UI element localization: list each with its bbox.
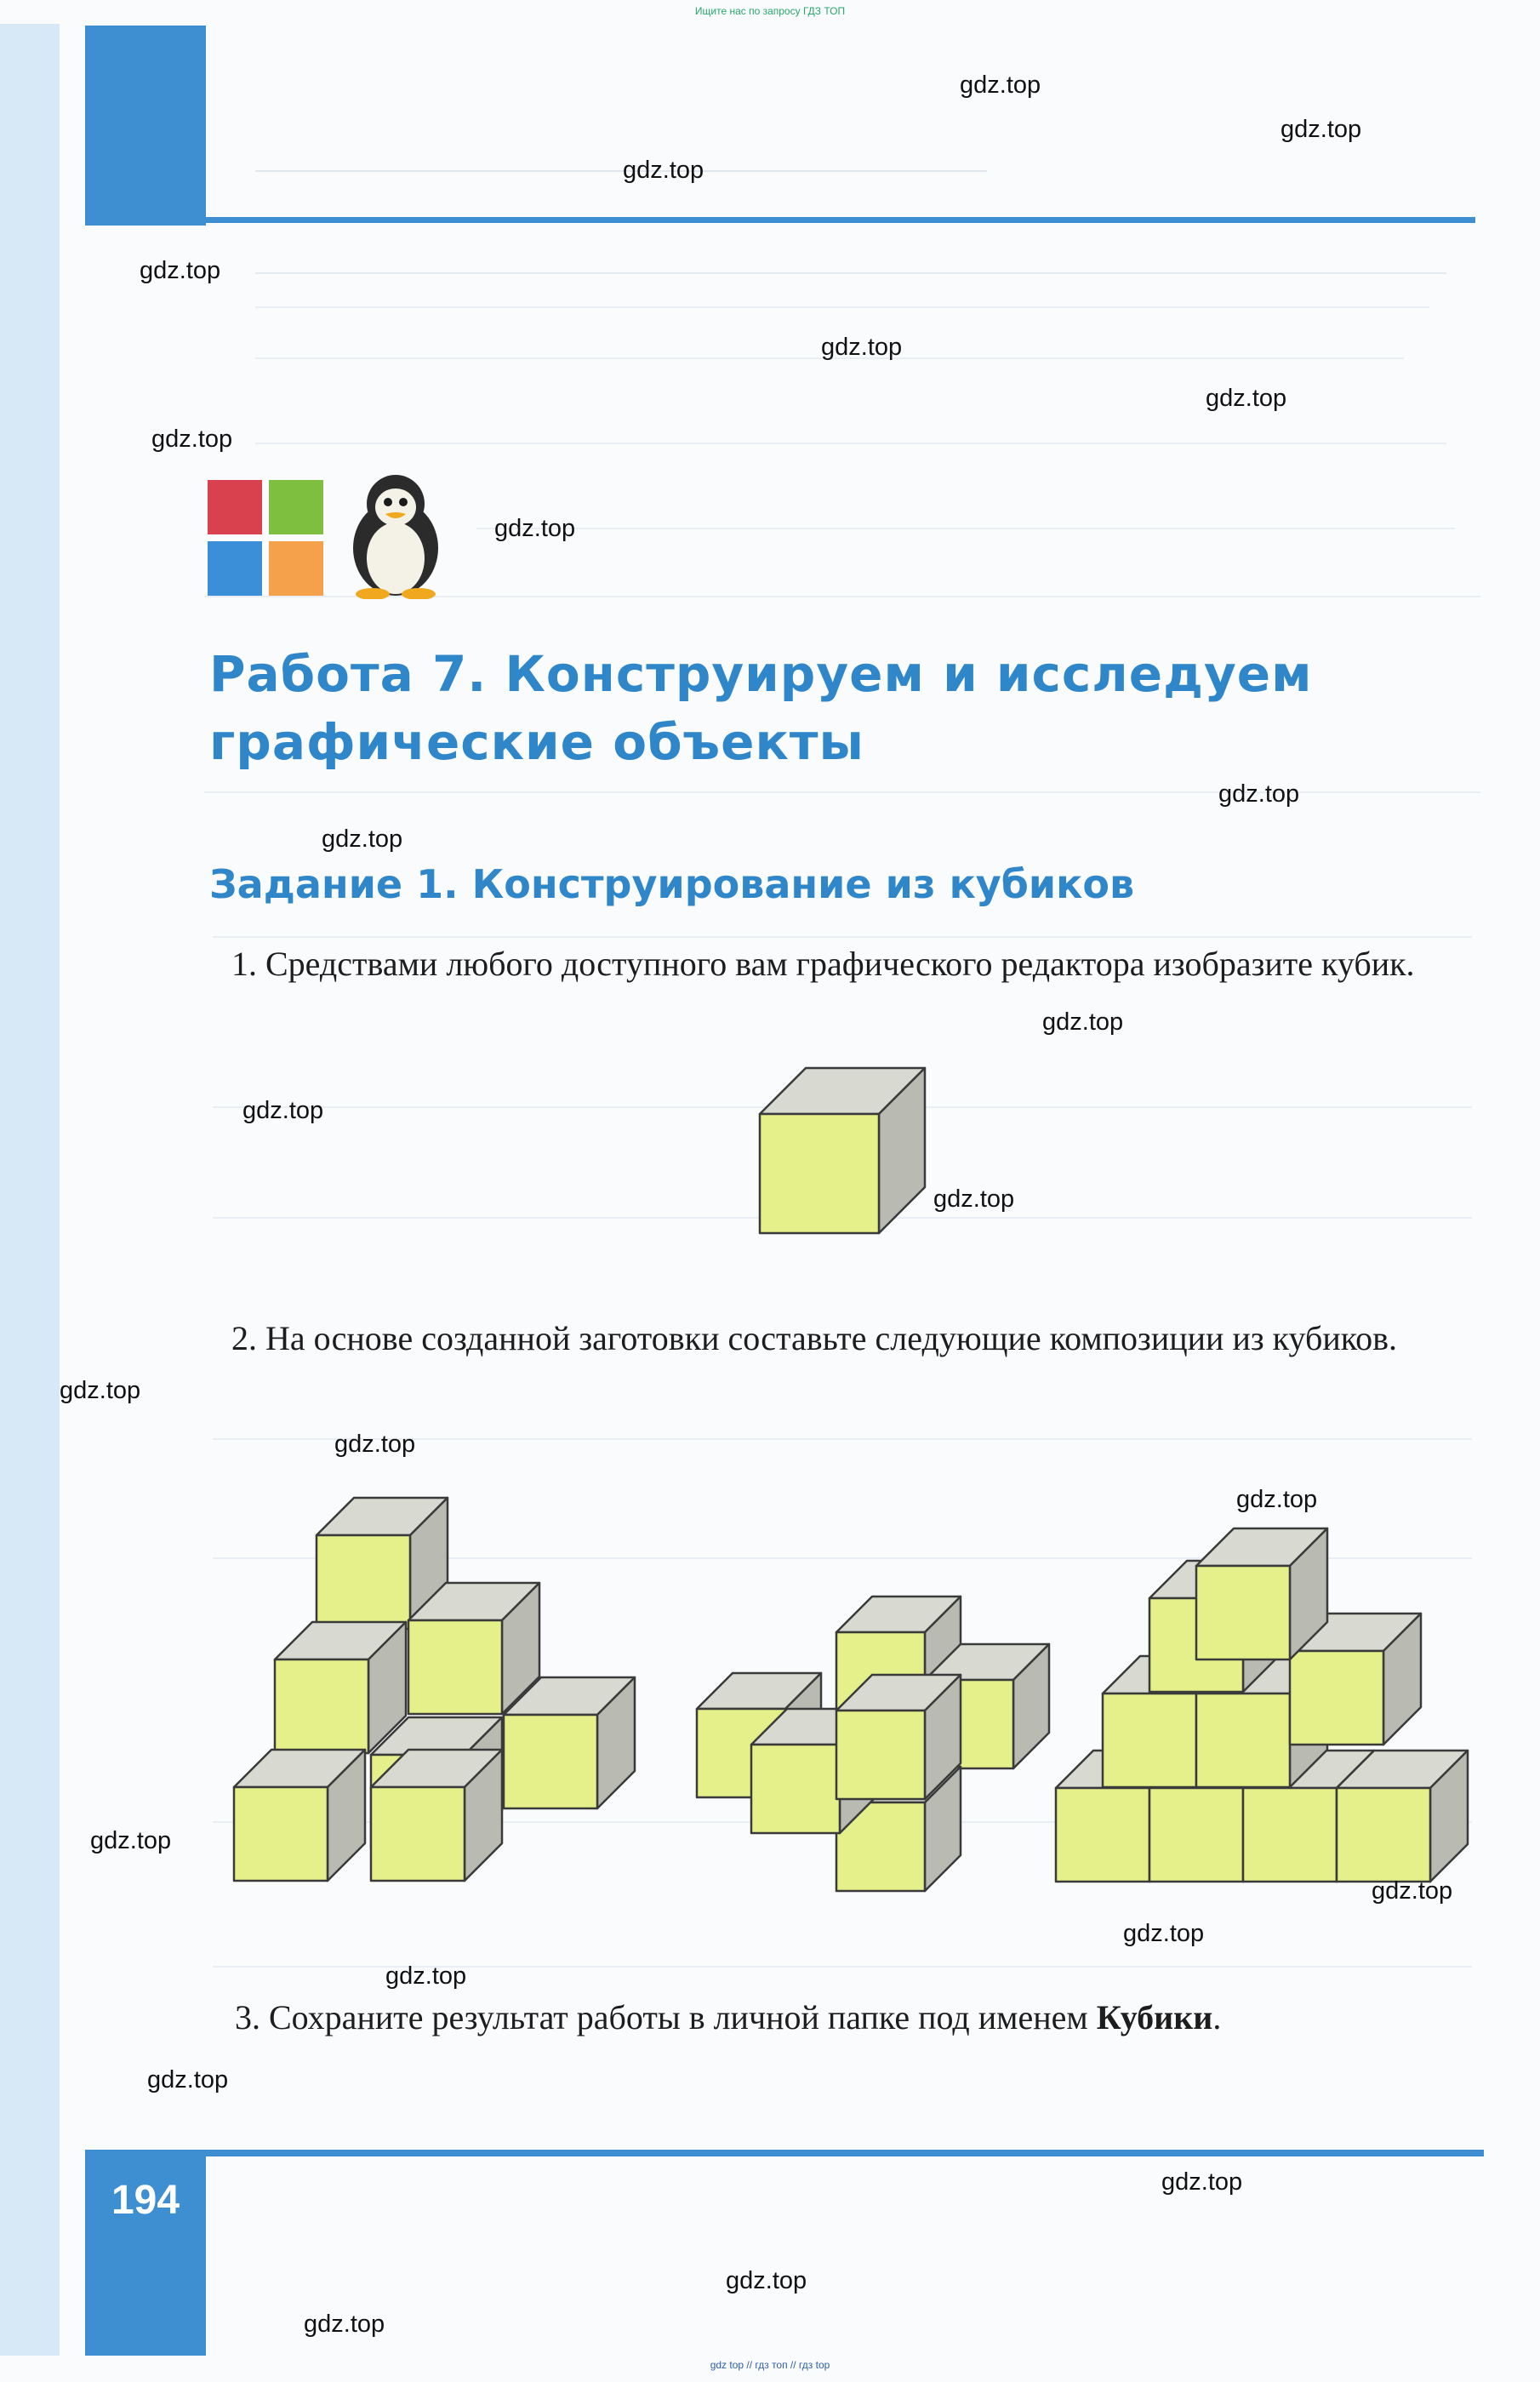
footer-rule (85, 2150, 1484, 2156)
watermark: gdz.top (933, 1185, 1015, 1213)
cube-front-face (275, 1659, 368, 1753)
watermark: gdz.top (1372, 1877, 1453, 1905)
watermark: gdz.top (1206, 385, 1287, 412)
watermark: gdz.top (334, 1431, 416, 1458)
watermark: gdz.top (322, 825, 403, 853)
item-3-number: 3. (235, 1998, 260, 2036)
item-1-number: 1. (231, 945, 257, 983)
watermark: gdz.top (140, 257, 221, 284)
cube-front-face (234, 1787, 328, 1881)
cube-front-face (1196, 1694, 1290, 1787)
item-2-text: На основе созданной заготовки составьте следующие композиции из кубиков. (265, 1319, 1398, 1357)
watermark: gdz.top (147, 2066, 229, 2094)
watermark: gdz.top (242, 1097, 324, 1124)
task-title: Задание 1. Конструирование из кубиков (209, 861, 1135, 907)
cube-front-face (1056, 1788, 1149, 1882)
cube-front-face (1337, 1788, 1430, 1882)
watermark: gdz.top (60, 1377, 141, 1404)
item-3-filename: Кубики (1096, 1998, 1213, 2036)
bottom-note: gdz top // гдз топ // гдз top (710, 2359, 830, 2371)
watermark: gdz.top (304, 2311, 385, 2338)
cube-front-face (408, 1620, 502, 1714)
title-line-1: Работа 7. Конструируем и исследуем (209, 645, 1313, 703)
cube-front-face (760, 1114, 879, 1233)
title-line-2: графические объекты (209, 713, 864, 771)
cube-front-face (1196, 1566, 1290, 1659)
watermark: gdz.top (151, 426, 233, 453)
cube-front-face (1243, 1788, 1337, 1882)
item-1-text: Средствами любого доступного вам графического редактора изобразите кубик. (265, 945, 1415, 983)
top-note: Ищите нас по запросу ГДЗ ТОП (694, 5, 846, 17)
cube-front-face (1290, 1651, 1383, 1745)
item-3-text: Сохраните результат работы в личной папке под именем (269, 1998, 1088, 2036)
cube-front-face (836, 1711, 925, 1799)
watermark: gdz.top (1236, 1486, 1318, 1513)
cube-front-face (504, 1715, 597, 1808)
watermark: gdz.top (623, 157, 704, 184)
cube-front-face (1149, 1788, 1243, 1882)
watermark: gdz.top (90, 1827, 172, 1854)
watermark: gdz.top (960, 71, 1041, 99)
item-3-end: . (1212, 1998, 1222, 2036)
watermark: gdz.top (1161, 2168, 1243, 2196)
watermark: gdz.top (1042, 1008, 1124, 1036)
cube-front-face (1103, 1694, 1196, 1787)
watermark: gdz.top (726, 2267, 807, 2294)
watermark: gdz.top (1280, 116, 1362, 143)
cube-front-face (751, 1745, 840, 1833)
item-2-number: 2. (231, 1319, 257, 1357)
watermark: gdz.top (1218, 780, 1300, 808)
item-2 (231, 1316, 1477, 1362)
watermark: gdz.top (494, 515, 576, 542)
watermark: gdz.top (821, 334, 903, 361)
cube-front-face (317, 1535, 410, 1629)
cube-front-face (371, 1787, 465, 1881)
watermark: gdz.top (1123, 1920, 1205, 1947)
page-number: 194 (111, 2178, 180, 2223)
item-3 (235, 1995, 1480, 2041)
watermark: gdz.top (385, 1962, 467, 1990)
